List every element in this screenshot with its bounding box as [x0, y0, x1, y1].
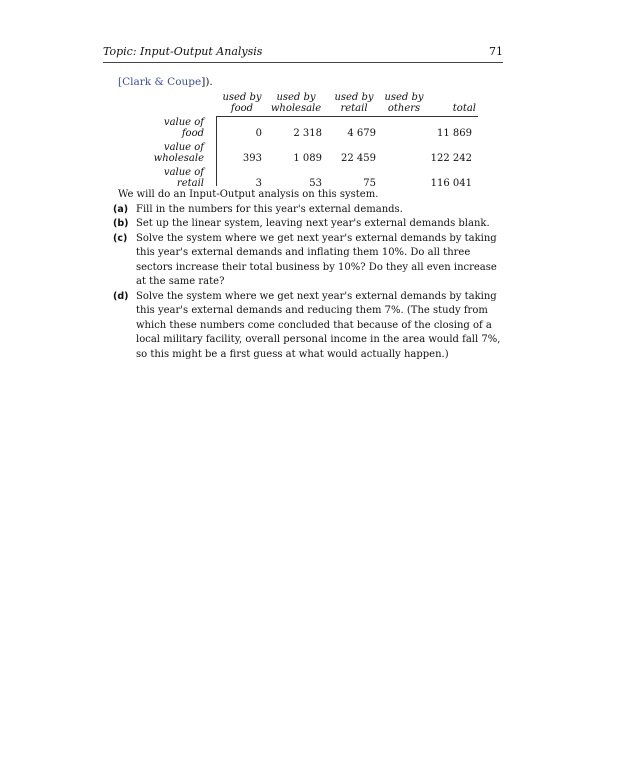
page-number: 71: [489, 45, 503, 58]
part-text: Fill in the numbers for this year's external demands.: [136, 203, 403, 215]
column-header-others: [374, 92, 434, 114]
row-header-line1: value of: [163, 167, 204, 178]
table-cell: 0: [255, 128, 262, 139]
row-header-retail: [118, 167, 204, 189]
column-header-line1: used by: [222, 92, 262, 103]
table-cell: 393: [242, 153, 262, 164]
table-cell: 3: [255, 178, 262, 189]
exercise-intro: We will do an Input-Output analysis on this system.: [118, 189, 379, 200]
citation-bracket-open: [: [118, 76, 123, 88]
part-label: (b): [113, 218, 129, 229]
row-header-line2: retail: [176, 178, 204, 189]
citation-link[interactable]: Clark & Coupe: [122, 76, 202, 88]
part-text: Set up the linear system, leaving next year's external demands blank.: [136, 218, 490, 229]
exercise-part-a: [113, 203, 506, 218]
table-cell: 22 459: [341, 153, 376, 164]
row-header-line2: wholesale: [153, 153, 204, 164]
page-header: [103, 45, 503, 58]
column-header-line2: others: [387, 103, 421, 114]
table-cell: 75: [363, 178, 376, 189]
running-title: Topic: Input-Output Analysis: [103, 45, 263, 58]
row-header-line1: value of: [163, 142, 204, 153]
table-cell: 122 242: [430, 153, 472, 164]
exercise-body: [113, 188, 506, 362]
row-header-line1: value of: [163, 117, 204, 128]
column-header-line1: used by: [334, 92, 374, 103]
column-header-line1: [430, 92, 476, 103]
exercise-part-d: [113, 290, 506, 363]
column-header-line1: used by: [384, 92, 424, 103]
part-label: (a): [113, 203, 129, 215]
column-header-line2: retail: [340, 103, 368, 114]
row-header-food: [118, 117, 204, 139]
citation-bracket-close: ]).: [201, 76, 213, 88]
citation: [118, 76, 213, 88]
table-cell: 2 318: [293, 128, 322, 139]
table-cell: 4 679: [347, 128, 376, 139]
input-output-table: [118, 92, 480, 188]
column-header-wholesale: [266, 92, 326, 114]
column-header-line2: food: [230, 103, 254, 114]
table-cell: 116 041: [430, 178, 472, 189]
row-header-wholesale: [118, 142, 204, 164]
table-cell: 11 869: [437, 128, 472, 139]
table-cell: 53: [309, 178, 322, 189]
column-header-line2: total: [452, 103, 476, 114]
exercise-part-b: [113, 217, 506, 232]
part-label: (d): [113, 290, 129, 302]
exercise-part-c: [113, 232, 506, 290]
exercise-parts: [113, 203, 506, 363]
table-top-rule: [216, 116, 478, 117]
part-text: Solve the system where we get next year's external demands by taking this year's external demands and inflating them 10%. Do all three sectors increase their total business by 10%? Do they all even increase at the same rate?: [136, 232, 497, 287]
column-header-line1: used by: [276, 92, 316, 103]
part-label: (c): [113, 232, 128, 244]
row-header-line2: food: [181, 128, 204, 139]
header-rule: [103, 62, 503, 63]
column-header-food: [212, 92, 272, 114]
column-header-line2: wholesale: [270, 103, 322, 114]
table-left-rule: [216, 116, 217, 186]
part-text: Solve the system where we get next year's external demands by taking this year's external demands and reducing them 7%. (The study from which these numbers come concluded that because of the closing of a local military facility, overall personal income in the area would fall 7%, so this might be a first guess at what would actually happen.): [136, 290, 501, 360]
column-header-total: [430, 92, 476, 114]
table-cell: 1 089: [293, 153, 322, 164]
